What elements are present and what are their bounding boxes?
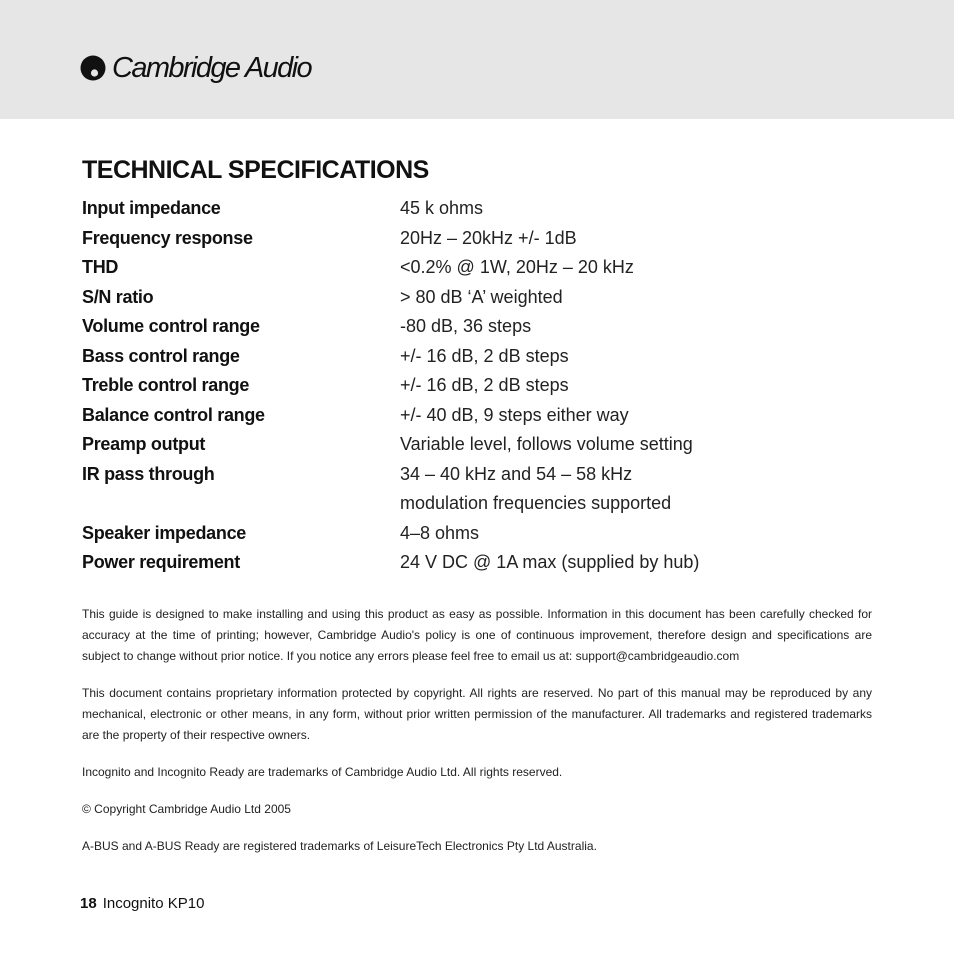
spec-value: 45 k ohms — [400, 198, 484, 218]
spec-label: Preamp output — [82, 434, 206, 454]
note-paragraph: A-BUS and A-BUS Ready are registered trademarks of LeisureTech Electronics Pty Ltd Australia. — [82, 839, 597, 853]
spec-value: -80 dB, 36 steps — [400, 316, 532, 336]
spec-label: Power requirement — [82, 552, 240, 572]
spec-label: Frequency response — [82, 227, 253, 248]
spec-row — [82, 430, 882, 460]
spec-row — [82, 253, 882, 283]
spec-value: Variable level, follows volume setting — [400, 434, 693, 454]
spec-table — [82, 194, 882, 578]
spec-label: Treble control range — [82, 375, 250, 395]
page-header — [0, 0, 954, 119]
spec-row — [82, 194, 882, 224]
spec-value: > 80 dB ‘A’ weighted — [400, 286, 563, 307]
spec-row — [82, 312, 882, 342]
note-paragraph: Incognito and Incognito Ready are trademarks of Cambridge Audio Ltd. All rights reserved. — [82, 765, 563, 779]
note-paragraph: © Copyright Cambridge Audio Ltd 2005 — [82, 802, 291, 816]
spec-value: <0.2% @ 1W, 20Hz – 20 kHz — [400, 257, 634, 277]
spec-row — [82, 548, 882, 578]
spec-value: +/- 40 dB, 9 steps either way — [400, 404, 629, 425]
brand-name: Cambridge Audio — [112, 52, 311, 84]
spec-label: Balance control range — [82, 404, 265, 425]
cambridge-audio-logo-icon — [80, 55, 106, 81]
spec-value: +/- 16 dB, 2 dB steps — [400, 375, 569, 395]
spec-label: Volume control range — [82, 316, 260, 336]
brand-logo — [80, 50, 311, 86]
page-title: TECHNICAL SPECIFICATIONS — [82, 156, 429, 184]
product-name: Incognito KP10 — [102, 895, 205, 912]
note-paragraph: This guide is designed to make installing and using this product as easy as possible. Information in this document has been carefully checked for accuracy at the time of printing; however, Cambridge Audio's policy is one of continuous improvement, therefore design and specifications are subject to change without prior notice. If you notice any errors please feel free to email us at: support@cambridgeaudio.com — [82, 607, 872, 663]
legal-notes — [82, 604, 872, 873]
spec-value-continued: modulation frequencies supported — [400, 493, 672, 513]
spec-label: IR pass through — [82, 463, 215, 484]
spec-row — [82, 401, 882, 431]
spec-value: 4–8 ohms — [400, 522, 480, 543]
spec-value: +/- 16 dB, 2 dB steps — [400, 345, 569, 366]
spec-value: 20Hz – 20kHz +/- 1dB — [400, 227, 577, 248]
spec-row — [82, 224, 882, 254]
spec-label: Bass control range — [82, 345, 240, 366]
spec-row — [82, 460, 882, 519]
spec-label: S/N ratio — [82, 286, 154, 307]
spec-value: 34 – 40 kHz and 54 – 58 kHz — [400, 463, 633, 484]
note-paragraph: This document contains proprietary information protected by copyright. All rights are reserved. No part of this manual may be reproduced by any mechanical, electronic or other means, in any form, without prior written permission of the manufacturer. All trademarks and registered trademarks are the property of their respective owners. — [82, 686, 872, 742]
page-footer — [80, 893, 204, 915]
spec-label: THD — [82, 257, 119, 277]
page-number: 18 — [80, 895, 97, 912]
spec-label: Speaker impedance — [82, 522, 246, 543]
spec-label: Input impedance — [82, 198, 221, 218]
spec-row — [82, 342, 882, 372]
spec-value: 24 V DC @ 1A max (supplied by hub) — [400, 552, 700, 572]
spec-row — [82, 519, 882, 549]
spec-row — [82, 371, 882, 401]
spec-row — [82, 283, 882, 313]
